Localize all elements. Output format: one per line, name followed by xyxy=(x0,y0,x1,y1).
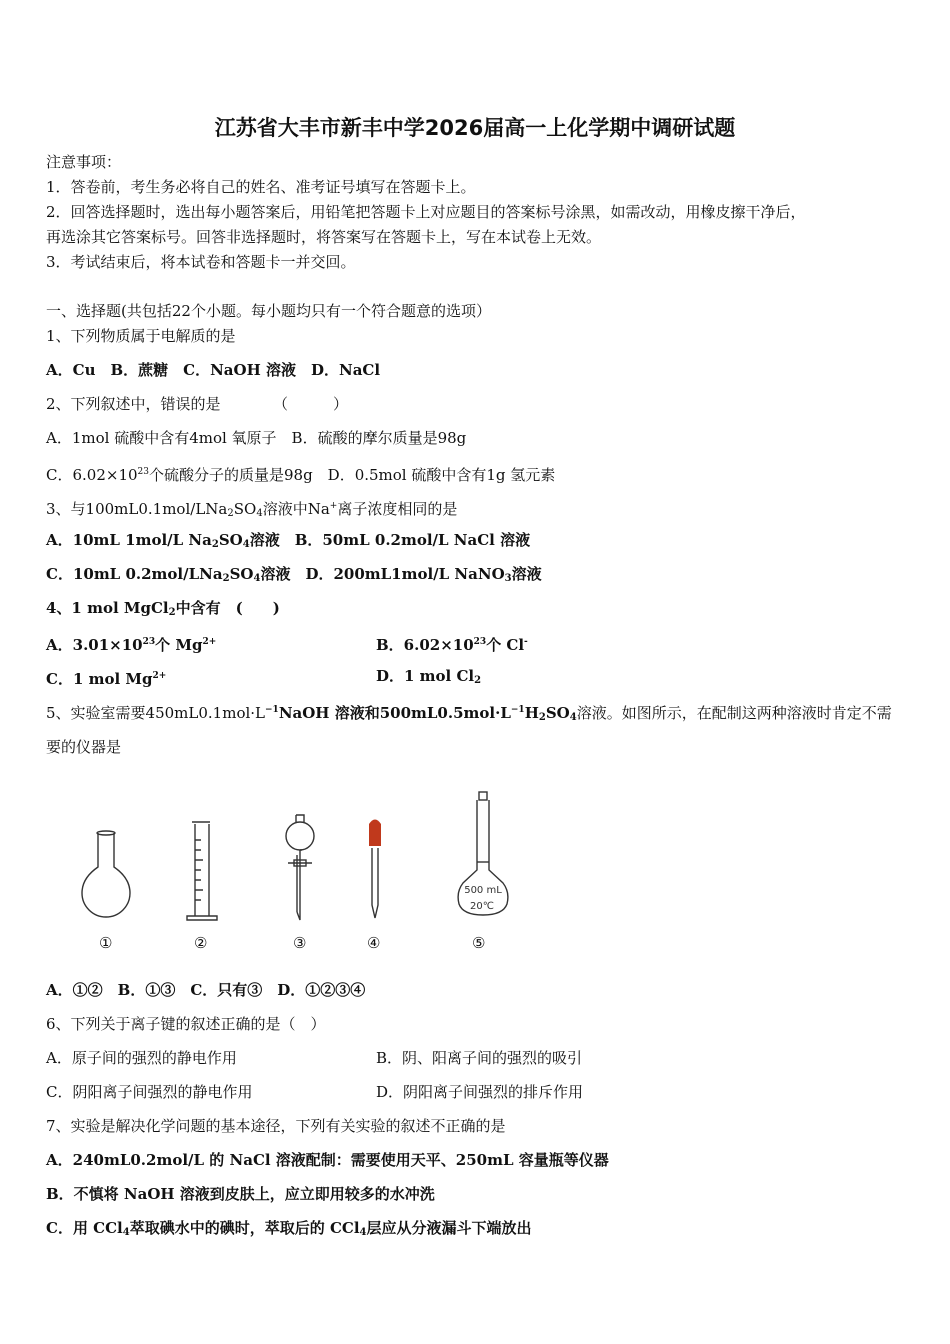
q2-stem: 2、下列叙述中，错误的是 （ ） xyxy=(46,395,349,413)
fig-label-2: ② xyxy=(194,934,208,952)
fig-label-1: ① xyxy=(99,934,113,952)
fig-label-3: ③ xyxy=(293,934,307,952)
q7-option-a: A．240mL0.2mol/L 的 NaCl 溶液配制：需要使用天平、250mL 容量瓶等仪器 xyxy=(46,1151,609,1169)
notice-item-2b: 再选涂其它答案标号。回答非选择题时，将答案写在答题卡上，写在本试卷上无效。 xyxy=(46,228,602,246)
notice-heading: 注意事项： xyxy=(46,153,122,171)
q3-options-cd: C．10mL $0.2mol/LNa_2SO_4$溶液 D．200mL1mol/L NaNO$_3$溶液 xyxy=(46,565,542,584)
q4-option-c: C．1 mol $Mg^{2+}$ xyxy=(46,670,167,688)
q6-option-d: D．阴阳离子间强烈的排斥作用 xyxy=(376,1083,584,1101)
q5-stem-line2: 要的仪器是 xyxy=(46,738,122,756)
dropper-bulb xyxy=(369,820,381,847)
q1-stem: 1、下列物质属于电解质的是 xyxy=(46,327,236,345)
q1-options: A．Cu B．蔗糖 C．NaOH 溶液 D．NaCl xyxy=(46,361,381,379)
graduated-cylinder-icon xyxy=(187,822,217,920)
q5-options: A．①② B．①③ C．只有③ D．①②③④ xyxy=(46,981,366,999)
notice-item-2a: 2．回答选择题时，选出每小题答案后，用铅笔把答题卡上对应题目的答案标号涂黑，如需改动，用橡皮擦干净后， xyxy=(46,203,806,221)
q3-stem: 3、与$100mL0.1mol/LNa_2SO_4$溶液中Na+离子浓度相同的是 xyxy=(46,500,458,519)
q5-stem-line1: 5、实验室需要$450mL0.1mol\cdot L^{-1}NaOH$ 溶液和$500mL0.5mol\cdot L^{-1}H_2SO_4$溶液。如图所示，在配制这两种溶液时肯定不需 xyxy=(46,704,892,723)
volumetric-flask-icon xyxy=(458,792,508,915)
flask-volume-label: 500 mL xyxy=(464,885,502,896)
q4-stem: 4、1 mol MgCl$_2$中含有 ( ) xyxy=(46,599,280,618)
round-bottom-flask-icon xyxy=(82,831,130,917)
q7-stem: 7、实验是解决化学问题的基本途径，下列有关实验的叙述不正确的是 xyxy=(46,1117,506,1135)
q2-options-ab: A．1mol 硫酸中含有4mol 氧原子 B．硫酸的摩尔质量是98g xyxy=(46,429,467,447)
q7-option-c: C．用 CCl$_4$萃取碘水中的碘时，萃取后的 CCl$_4$层应从分液漏斗下端放出 xyxy=(46,1219,532,1238)
q6-stem: 6、下列关于离子键的叙述正确的是（ ） xyxy=(46,1015,326,1033)
q7-option-b: B．不慎将 NaOH 溶液到皮肤上，应立即用较多的水冲洗 xyxy=(46,1185,435,1203)
q4-option-a: A．$3.01\times 10^{23}$个 $Mg^{2+}$ xyxy=(46,636,217,654)
notice-item-3: 3．考试结束后，将本试卷和答题卡一并交回。 xyxy=(46,253,356,271)
flask-temp-label: 20℃ xyxy=(470,901,494,912)
q6-option-a: A．原子间的强烈的静电作用 xyxy=(46,1049,237,1067)
page-title: 江苏省大丰市新丰中学2026届高一上化学期中调研试题 xyxy=(214,116,736,140)
q2-options-cd: C．$6.02\times 10^{23}$个硫酸分子的质量是98g D．0.5mol 硫酸中含有1g 氢元素 xyxy=(46,466,556,484)
fig-label-5: ⑤ xyxy=(472,934,486,952)
q4-option-b: B．$6.02\times 10^{23}$个 Cl- xyxy=(376,636,528,654)
section-heading: 一、选择题(共包括22个小题。每小题均只有一个符合题意的选项） xyxy=(46,302,491,320)
q6-option-c: C．阴阳离子间强烈的静电作用 xyxy=(46,1083,253,1101)
q3-options-ab: A．10mL 1mol/L $Na_2SO_4$溶液 B．50mL 0.2mol/L NaCl 溶液 xyxy=(46,531,531,550)
q6-option-b: B．阴、阳离子间的强烈的吸引 xyxy=(376,1049,583,1067)
q6-options-cd xyxy=(46,1082,584,1102)
notice-item-1: 1．答卷前，考生务必将自己的姓名、准考证号填写在答题卡上。 xyxy=(46,178,476,196)
separatory-funnel-icon xyxy=(286,815,314,920)
q6-options-ab xyxy=(46,1048,583,1068)
q4-option-d: D．1 mol $Cl_2$ xyxy=(376,667,482,686)
fig-label-4: ④ xyxy=(367,934,381,952)
dropper-icon xyxy=(372,848,378,918)
